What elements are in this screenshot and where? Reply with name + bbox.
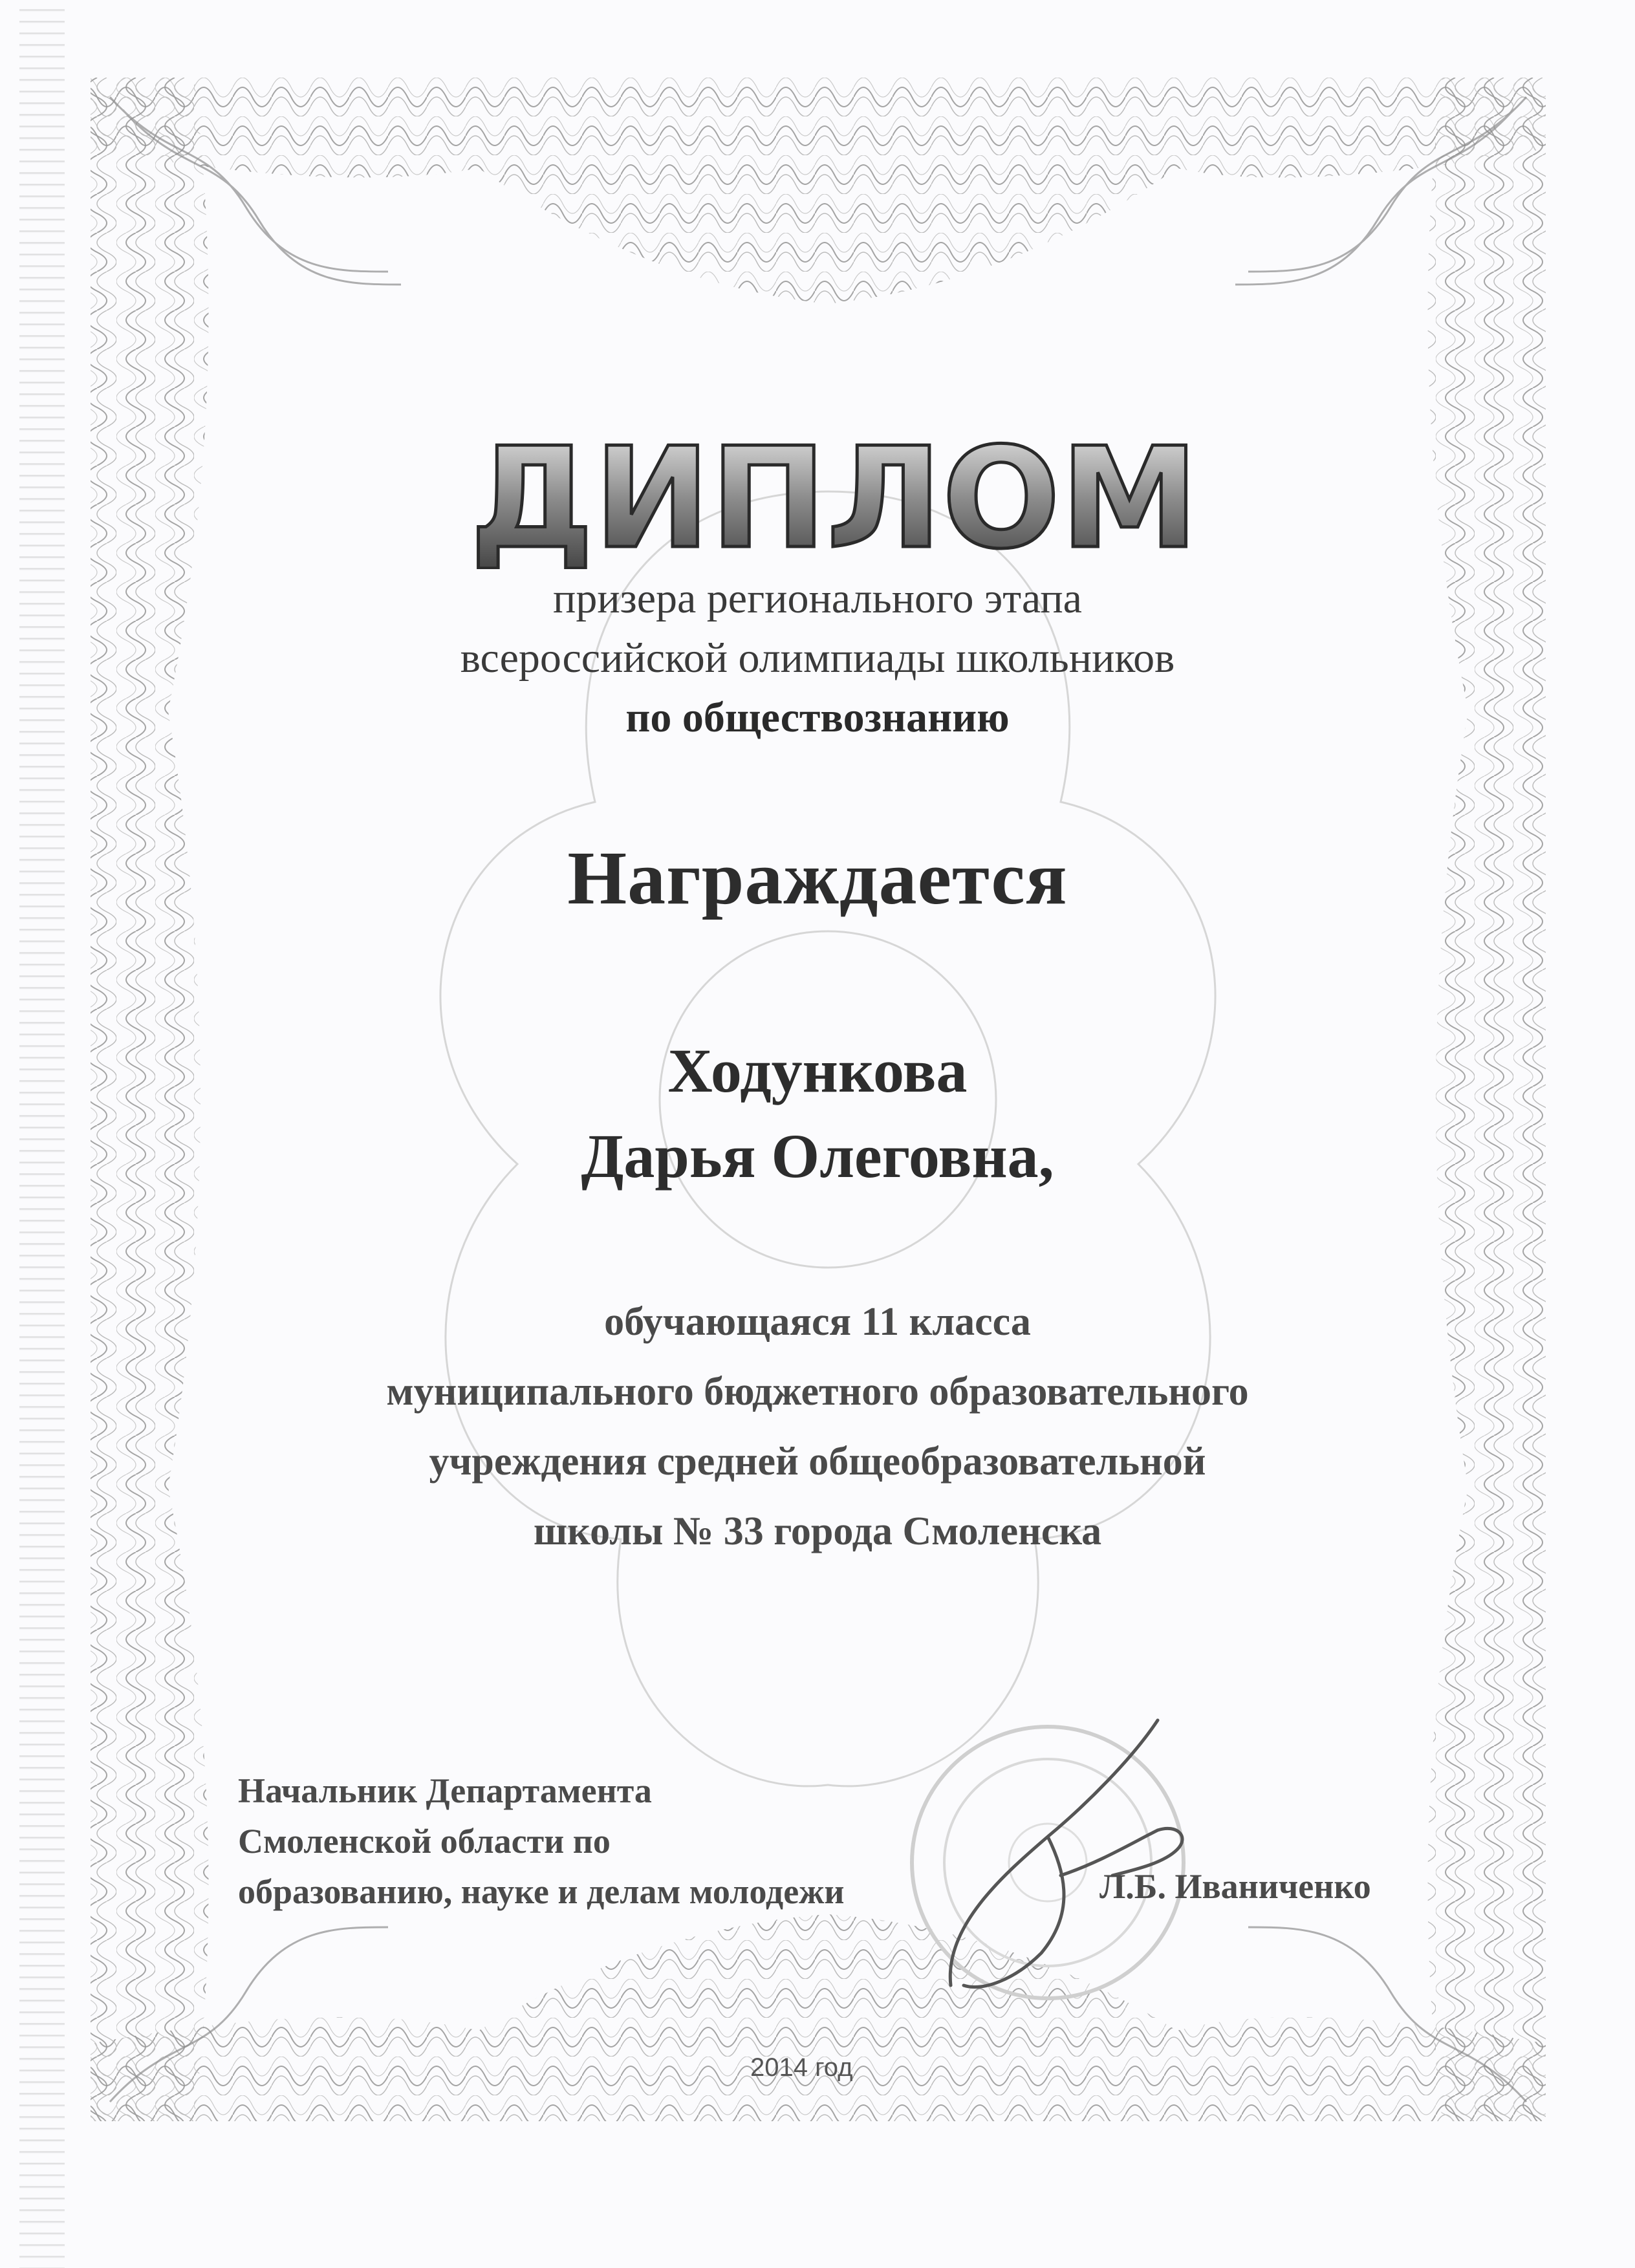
awarded-heading: Награждается	[567, 836, 1068, 920]
official-stamp-and-signature	[854, 1681, 1255, 2044]
signer-name: Л.Б. Иваниченко	[1099, 1867, 1371, 1906]
diploma-title: ДИПЛОМ	[470, 420, 1199, 569]
diploma-subtitle	[0, 569, 1635, 748]
recipient-surname: Ходункова	[667, 1036, 968, 1105]
signer-line-2: Смоленской области по	[238, 1822, 611, 1861]
school-line-3: учреждения средней общеобразовательной	[429, 1440, 1206, 1484]
subtitle-line-3: по обществознанию	[625, 694, 1010, 741]
school-info	[0, 1287, 1635, 1566]
signer-title	[238, 1766, 844, 1917]
school-line-2: муниципального бюджетного образовательного	[386, 1370, 1249, 1414]
diploma-title-graphic	[446, 420, 1222, 569]
school-line-1: обучающаяся 11 класса	[604, 1300, 1031, 1344]
recipient-given-names: Дарья Олеговна,	[581, 1121, 1054, 1191]
school-line-4: школы № 33 города Смоленска	[533, 1509, 1102, 1553]
issue-year: 2014 год	[750, 2053, 853, 2082]
signer-line-1: Начальник Департамента	[238, 1771, 652, 1810]
subtitle-line-1: призера регионального этапа	[553, 575, 1082, 622]
recipient-name	[0, 1028, 1635, 1199]
signer-line-3: образованию, науке и делам молодежи	[238, 1872, 845, 1911]
subtitle-line-2: всероссийской олимпиады школьников	[460, 634, 1175, 682]
